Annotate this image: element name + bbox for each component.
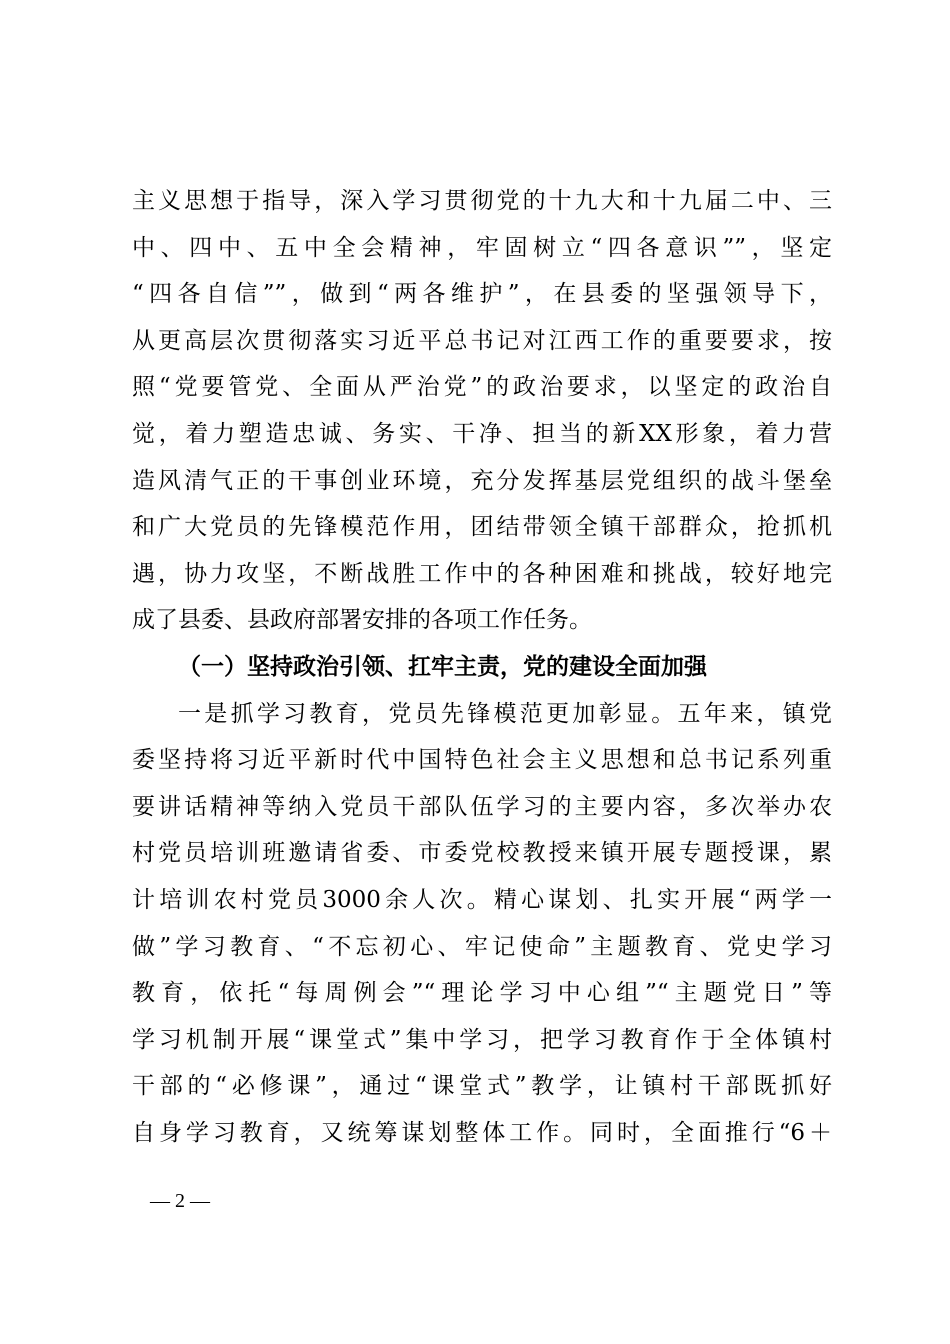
text-line: 从更高层次贯彻落实习近平总书记对江西工作的重要要求，按 — [132, 327, 832, 354]
text-line: 造风清气正的干事创业环境，充分发挥基层党组织的战斗堡垒 — [132, 467, 832, 494]
text-line: 和广大党员的先锋模范作用，团结带领全镇干部群众，抢抓机 — [132, 514, 832, 541]
text-line: 做”学习教育、“不忘初心、牢记使命”主题教育、党史学习 — [132, 933, 832, 960]
section-heading: （一）坚持政治引领、扛牢主责，党的建设全面加强 — [178, 652, 707, 680]
text-line: 委坚持将习近平新时代中国特色社会主义思想和总书记系列重 — [132, 747, 832, 774]
text-line: 村党员培训班邀请省委、市委党校教授来镇开展专题授课，累 — [132, 840, 832, 867]
text-line: 计培训农村党员3000余人次。精心谋划、扎实开展“两学一 — [132, 886, 832, 913]
document-body — [132, 178, 832, 1156]
text-line: “四各自信””，做到“两各维护”，在县委的坚强领导下， — [132, 281, 832, 308]
text-line: 觉，着力塑造忠诚、务实、干净、担当的新XX形象，着力营 — [132, 420, 832, 447]
text-line: 一是抓学习教育，党员先锋模范更加彰显。五年来，镇党 — [178, 700, 832, 727]
text-line: 遇，协力攻坚，不断战胜工作中的各种困难和挑战，较好地完 — [132, 560, 832, 587]
text-line: 干部的“必修课”，通过“课堂式”教学，让镇村干部既抓好 — [132, 1073, 832, 1100]
text-line: 照“党要管党、全面从严治党”的政治要求，以坚定的政治自 — [132, 374, 832, 401]
page-number: — 2 — — [150, 1190, 210, 1212]
text-line: 成了县委、县政府部署安排的各项工作任务。 — [132, 607, 592, 634]
text-line: 教育，依托“每周例会”“理论学习中心组”“主题党日”等 — [132, 980, 832, 1007]
text-line: 主义思想于指导，深入学习贯彻党的十九大和十九届二中、三 — [132, 188, 832, 214]
text-line: 要讲话精神等纳入党员干部队伍学习的主要内容，多次举办农 — [132, 793, 832, 820]
text-line: 中、四中、五中全会精神，牢固树立“四各意识””，坚定 — [132, 234, 832, 261]
text-line: 学习机制开展“课堂式”集中学习，把学习教育作于全体镇村 — [132, 1026, 832, 1053]
text-line: 自身学习教育，又统筹谋划整体工作。同时，全面推行“6＋ — [132, 1119, 832, 1146]
